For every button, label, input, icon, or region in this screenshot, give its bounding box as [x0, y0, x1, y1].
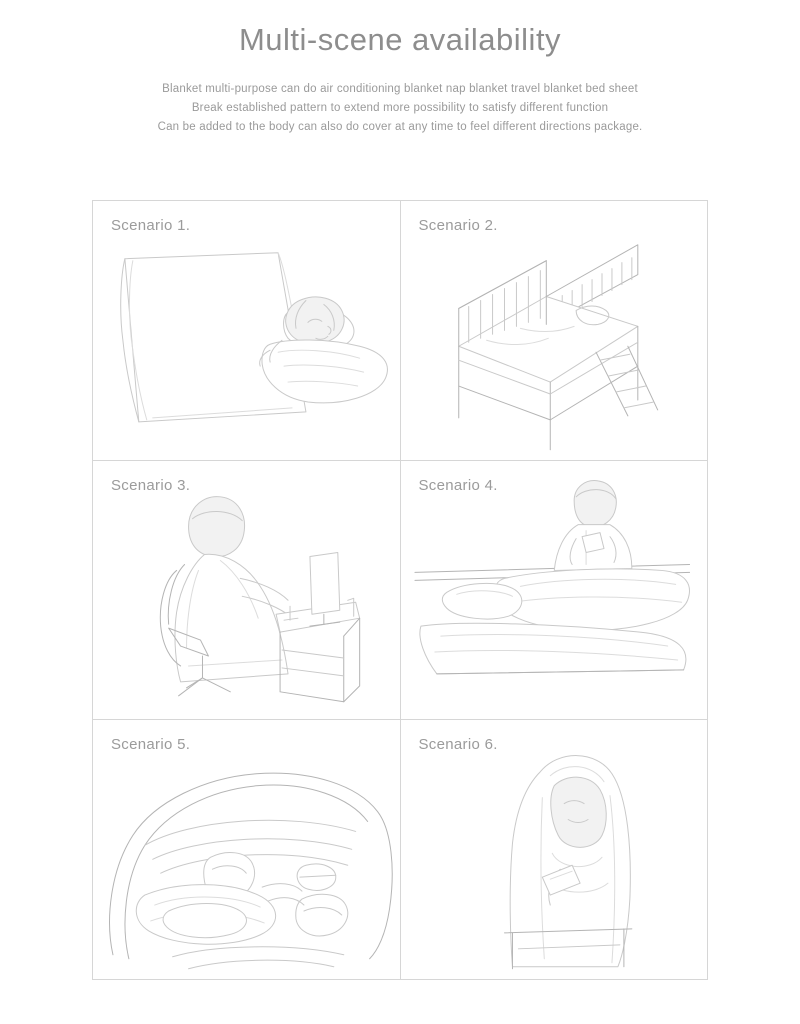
scenario-cell-4: [401, 461, 709, 721]
scenario-grid: [92, 200, 708, 980]
scenario-cell-5: [93, 720, 401, 980]
scenario-label-2: Scenario 2.: [418, 217, 498, 234]
subtitle-line-2: Break established pattern to extend more possibility to satisfy different function: [191, 102, 609, 114]
scenario-label-4: Scenario 4.: [418, 476, 498, 494]
scenario-illustration-3: [93, 461, 400, 720]
scenario-illustration-4: [401, 461, 708, 720]
scenario-cell-2: [401, 201, 709, 461]
scenario-illustration-5: [93, 720, 400, 979]
scenario-label-1: Scenario 1.: [111, 217, 191, 234]
scenario-label-6: Scenario 6.: [418, 736, 498, 754]
subtitle-line-1: Blanket multi-purpose can do air conditioning blanket nap blanket travel blanket bed sheet: [162, 83, 638, 95]
scenario-cell-1: [93, 201, 401, 461]
scenario-label-5: Scenario 5.: [111, 736, 191, 754]
subtitle-line-3: Can be added to the body can also do cover at any time to feel different directions package.: [157, 121, 643, 133]
scenario-illustration-6: [401, 720, 708, 979]
scenario-illustration-2: [401, 201, 708, 460]
scenario-cell-3: [93, 461, 401, 721]
scenario-cell-6: [401, 720, 709, 980]
scenario-label-3: Scenario 3.: [111, 476, 191, 494]
page-title: Multi-scene availability: [238, 22, 562, 57]
subtitle-block: [0, 80, 800, 137]
scenario-illustration-1: [93, 201, 400, 460]
